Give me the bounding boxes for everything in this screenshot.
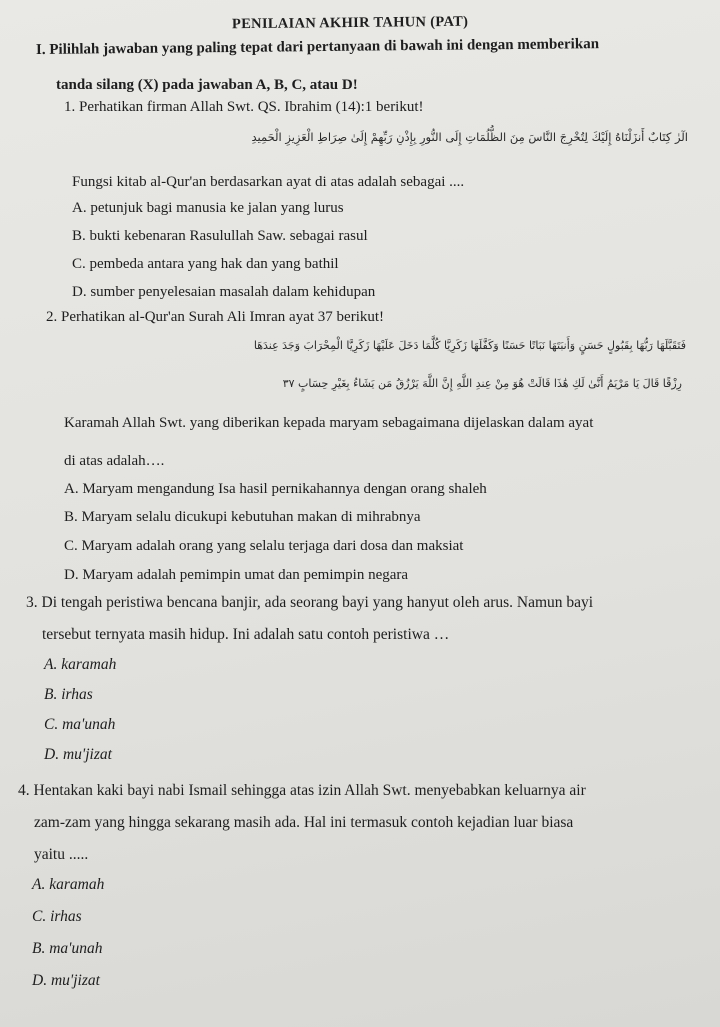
q2-option-c: C. Maryam adalah orang yang selalu terjaga dari dosa dan maksiat <box>64 538 464 554</box>
q2-arabic-line-1: فَتَقَبَّلَهَا رَبُّهَا بِقَبُولٍ حَسَنٍ وَأَنبَتَهَا نَبَاتًا حَسَنًا وَكَفَّلَهَا زَكَرِيَّا كُلَّمَا دَخَلَ عَلَيْهَا زَكَرِيَّا الْمِحْرَابَ وَجَدَ عِندَهَا <box>253 339 686 352</box>
q1-option-b: B. bukti kebenaran Rasulullah Saw. sebagai rasul <box>72 228 368 244</box>
q4-question-line-3: yaitu ..... <box>34 846 89 863</box>
q3-question-line-1: 3. Di tengah peristiwa bencana banjir, ada seorang bayi yang hanyut oleh arus. Namun bayi <box>26 594 594 611</box>
q1-question: Fungsi kitab al-Qur'an berdasarkan ayat di atas adalah sebagai .... <box>72 174 465 190</box>
q2-option-d: D. Maryam adalah pemimpin umat dan pemimpin negara <box>64 567 409 583</box>
q3-option-b: B. irhas <box>44 686 93 703</box>
q3-option-c: C. ma'unah <box>44 716 116 733</box>
q4-option-c: C. irhas <box>32 908 82 925</box>
q1-option-d: D. sumber penyelesaian masalah dalam kehidupan <box>72 284 376 300</box>
q1-option-a: A. petunjuk bagi manusia ke jalan yang lurus <box>72 200 344 216</box>
q4-option-a: A. karamah <box>32 876 105 893</box>
q3-option-d: D. mu'jizat <box>44 746 112 763</box>
q2-question-line-2: di atas adalah…. <box>64 453 165 469</box>
q2-question-line-1: Karamah Allah Swt. yang diberikan kepada maryam sebagaimana dijelaskan dalam ayat <box>64 415 594 431</box>
q3-question-line-2: tersebut ternyata masih hidup. Ini adalah satu contoh peristiwa … <box>42 626 450 643</box>
instruction-line-1: I. Pilihlah jawaban yang paling tepat dari pertanyaan di bawah ini dengan memberikan <box>35 36 600 58</box>
q4-question-line-1: 4. Hentakan kaki bayi nabi Ismail sehingga atas izin Allah Swt. menyebabkan keluarnya air <box>18 782 586 799</box>
q1-option-c: C. pembeda antara yang hak dan yang bathil <box>72 256 339 272</box>
q1-arabic-verse: الٓرٰ كِتَابٌ أَنزَلْنَاهُ إِلَيْكَ لِتُخْرِجَ النَّاسَ مِنَ الظُّلُمَاتِ إِلَى النُّورِ بِإِذْنِ رَبِّهِمْ إِلَىٰ صِرَاطِ الْعَزِيزِ الْحَمِيدِ <box>251 130 688 144</box>
q4-option-d: D. mu'jizat <box>32 972 100 989</box>
q2-option-b: B. Maryam selalu dicukupi kebutuhan makan di mihrabnya <box>64 509 421 525</box>
q2-option-a: A. Maryam mengandung Isa hasil pernikahannya dengan orang shaleh <box>64 481 487 497</box>
q2-prompt: 2. Perhatikan al-Qur'an Surah Ali Imran ayat 37 berikut! <box>46 309 385 325</box>
q3-option-a: A. karamah <box>44 656 117 673</box>
q4-option-b: B. ma'unah <box>32 940 103 957</box>
q2-arabic-line-2: رِزْقًا قَالَ يَا مَرْيَمُ أَنَّىٰ لَكِ هَٰذَا قَالَتْ هُوَ مِنْ عِندِ اللَّهِ إِنَّ اللَّهَ يَرْزُقُ مَن يَشَاءُ بِغَيْرِ حِسَابٍ ٣٧ <box>282 377 682 390</box>
q1-prompt: 1. Perhatikan firman Allah Swt. QS. Ibrahim (14):1 berikut! <box>64 99 424 115</box>
q4-question-line-2: zam-zam yang hingga sekarang masih ada. Hal ini termasuk contoh kejadian luar biasa <box>34 814 574 831</box>
page-title: PENILAIAN AKHIR TAHUN (PAT) <box>231 13 469 33</box>
instruction-line-2: tanda silang (X) pada jawaban A, B, C, atau D! <box>56 77 358 93</box>
